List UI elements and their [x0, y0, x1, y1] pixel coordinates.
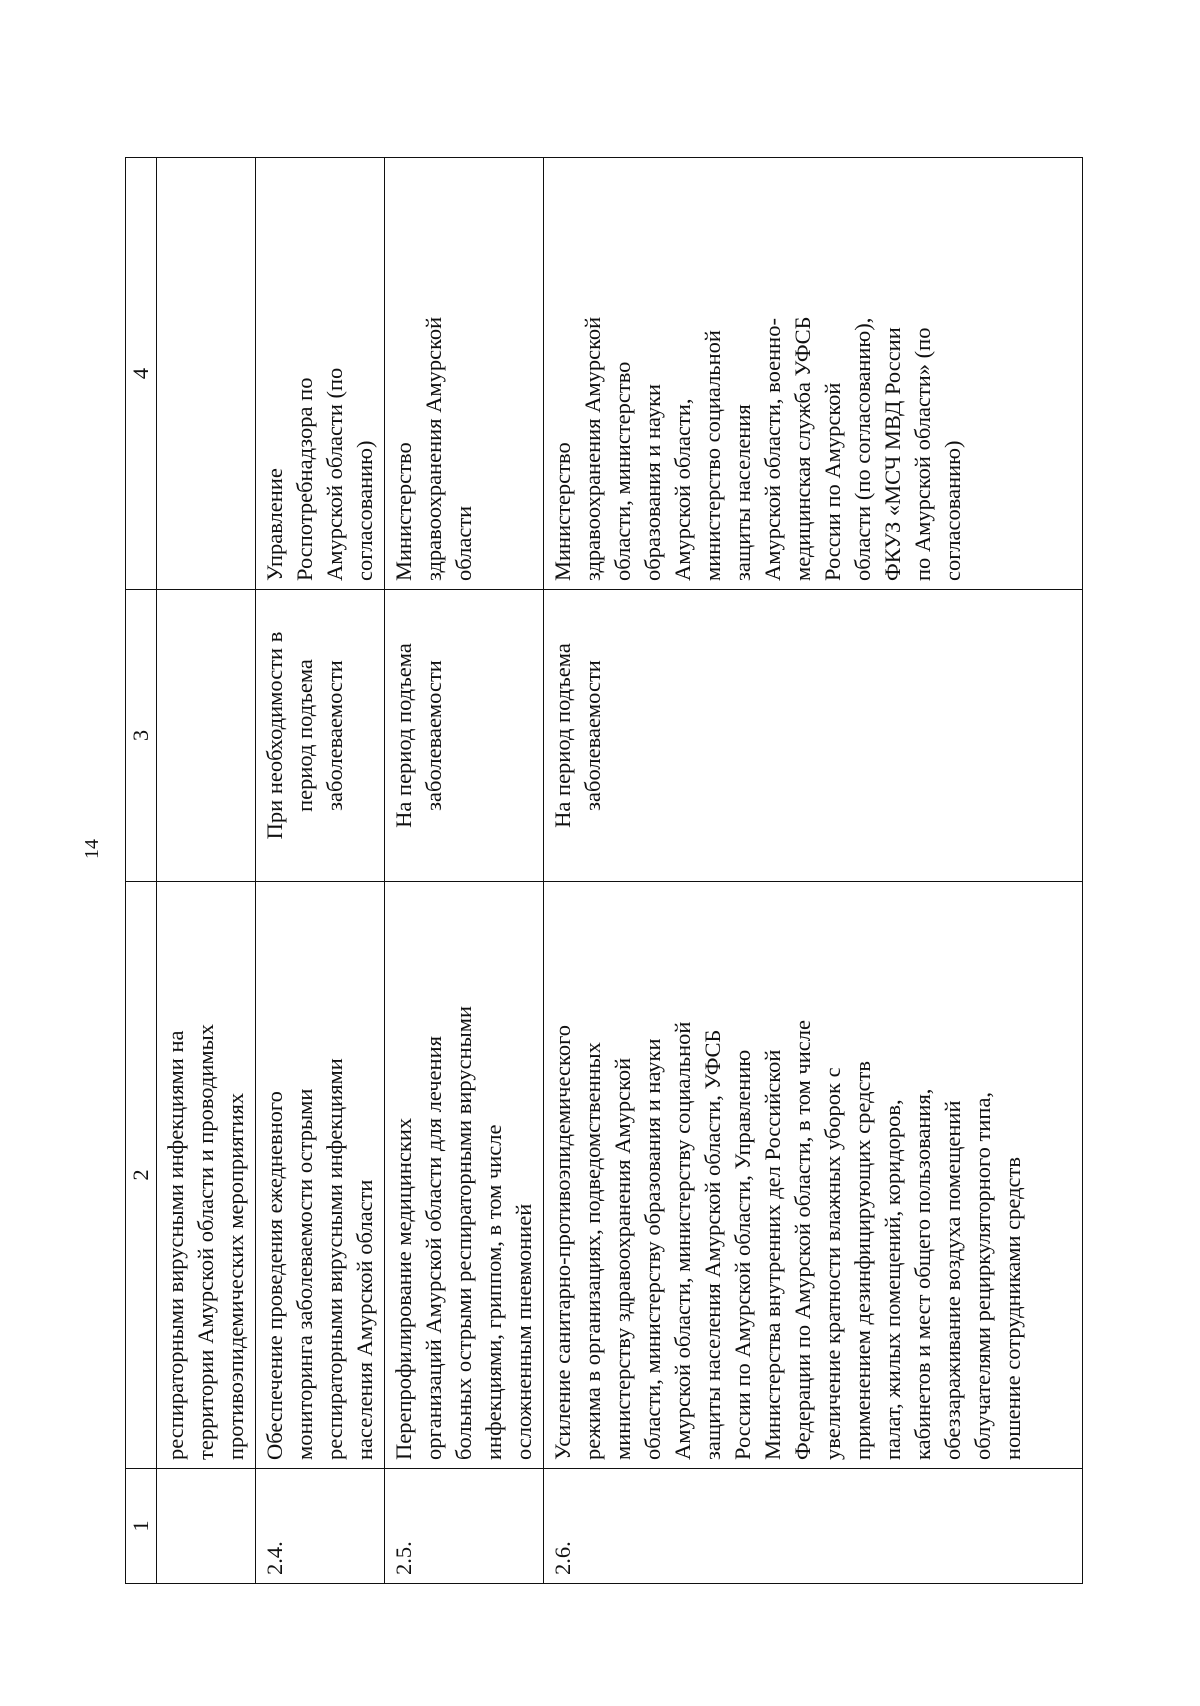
table-header-row: [126, 158, 157, 1584]
row-measure: Усиление санитарно-противоэпидемического режима в организациях, подведомственных министерству здравоохранения Амурской области, министерству образования и науки Амурской области, министерству социальной защиты населения Амурской области, УФСБ России по Амурской области, Управлению Министерства внутренних дел Российской Федерации по Амурской области, в том числе увеличение кратности влажных уборок с применением дезинфицирующих средств палат, жилых помещений, коридоров, кабинетов и мест общего пользования, обеззараживание воздуха помещений облучателями рециркуляторного типа, ношение сотрудниками средств: [544, 882, 1083, 1469]
rotated-table-wrapper: [125, 158, 1083, 1584]
header-col-executor: 4: [126, 158, 157, 590]
table-row: [157, 158, 256, 1584]
row-executor: [157, 158, 256, 590]
row-measure: респираторными вирусными инфекциями на территории Амурской области и проводимых противоэпидемических мероприятиях: [157, 882, 256, 1469]
measures-table: [125, 157, 1083, 1584]
table-row: [544, 158, 1083, 1584]
header-col-number: 1: [126, 1469, 157, 1584]
table-row: [256, 158, 385, 1584]
row-term: На период подъема заболеваемости: [385, 590, 544, 882]
row-number: 2.4.: [256, 1469, 385, 1584]
row-number: 2.6.: [544, 1469, 1083, 1584]
row-executor: Управление Роспотребнадзора по Амурской области (по согласованию): [256, 158, 385, 590]
row-term: [157, 590, 256, 882]
page-number: 14: [81, 839, 103, 859]
header-col-measure: 2: [126, 882, 157, 1469]
header-col-term: 3: [126, 590, 157, 882]
row-measure: Перепрофилирование медицинских организаций Амурской области для лечения больных острыми респираторными вирусными инфекциями, гриппом, в том числе осложненным пневмонией: [385, 882, 544, 1469]
table-row: [385, 158, 544, 1584]
row-executor: Министерство здравоохранения Амурской области: [385, 158, 544, 590]
row-measure: Обеспечение проведения ежедневного мониторинга заболеваемости острыми респираторными вирусными инфекциями населения Амурской области: [256, 882, 385, 1469]
row-term: При необходимости в период подъема заболеваемости: [256, 590, 385, 882]
row-number: [157, 1469, 256, 1584]
row-number: 2.5.: [385, 1469, 544, 1584]
row-executor: Министерство здравоохранения Амурской области, министерство образования и науки Амурской области, министерство социальной защиты населения Амурской области, военно- медицинская служба УФСБ России по Амурской области (по согласованию), ФКУЗ «МСЧ МВД России по Амурской области» (по согласованию): [544, 158, 1083, 590]
row-term: На период подъема заболеваемости: [544, 590, 1083, 882]
